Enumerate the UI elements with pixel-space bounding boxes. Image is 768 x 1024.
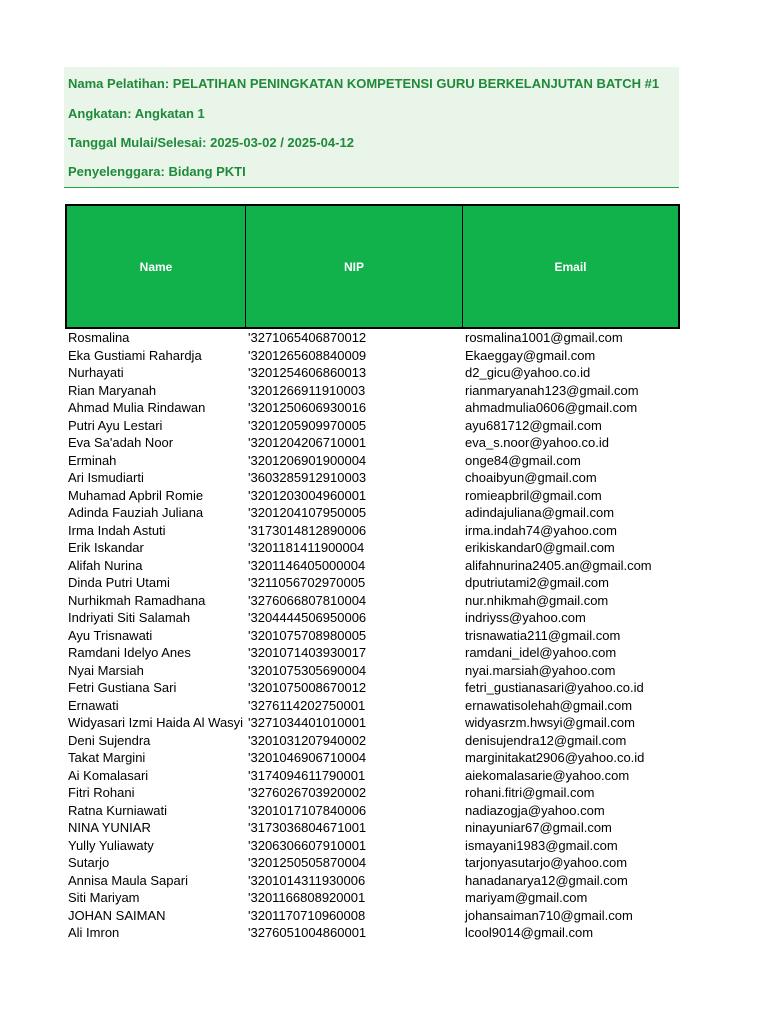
cell-nip: '3201166808920001 <box>248 890 366 905</box>
cell-name: Rosmalina <box>68 330 130 345</box>
table-row <box>68 557 680 575</box>
cell-name: Irma Indah Astuti <box>68 522 166 538</box>
table-row <box>68 627 680 645</box>
table-row <box>68 382 680 400</box>
cell-nip: '3201203004960001 <box>248 487 367 503</box>
cell-email: tarjonyasutarjo@yahoo.com <box>465 855 628 870</box>
table-row <box>68 329 680 347</box>
table-row <box>68 732 680 750</box>
table-row <box>68 697 680 715</box>
cell-nip: '3276114202750001 <box>248 697 366 713</box>
table-row <box>68 487 680 505</box>
cell-name: Rian Maryanah <box>68 382 157 398</box>
table-row <box>68 907 680 925</box>
table-row <box>68 574 680 592</box>
cell-name: Siti Mariyam <box>68 890 140 905</box>
table-row <box>68 679 680 697</box>
training-name-label: Nama Pelatihan: <box>68 76 170 91</box>
cell-email: trisnawatia211@gmail.com <box>465 627 621 643</box>
cell-name: Muhamad Apbril Romie <box>68 487 204 503</box>
cell-name: Fitri Rohani <box>68 785 135 800</box>
cell-email: ayu681712@gmail.com <box>465 417 602 433</box>
table-row <box>68 662 680 680</box>
table-row <box>68 889 680 907</box>
organizer-line <box>68 164 246 179</box>
table-header <box>65 204 680 329</box>
batch-line <box>68 106 205 121</box>
cell-name: Takat Margini <box>68 750 146 765</box>
cell-email: alifahnurina2405.an@gmail.com <box>465 557 652 573</box>
table-row <box>68 434 680 452</box>
cell-name: Fetri Gustiana Sari <box>68 680 177 695</box>
table-row <box>68 399 680 417</box>
cell-nip: '3201075305690004 <box>248 662 367 678</box>
cell-nip: '3173036804671001 <box>248 820 367 835</box>
cell-nip: '3211056702970005 <box>248 575 366 590</box>
table-row <box>68 854 680 872</box>
cell-name: Erik Iskandar <box>68 540 144 555</box>
cell-nip: '3201017107840006 <box>248 802 367 818</box>
table-row <box>68 784 680 802</box>
cell-email: ernawatisolehah@gmail.com <box>465 697 633 713</box>
cell-name: Eka Gustiami Rahardja <box>68 347 202 363</box>
table-row <box>68 539 680 557</box>
cell-nip: '3201266911910003 <box>248 382 366 398</box>
cell-name: Ratna Kurniawati <box>68 802 167 818</box>
cell-email: marginitakat2906@yahoo.co.id <box>465 750 645 765</box>
cell-nip: '3201254606860013 <box>248 365 367 380</box>
table-row <box>68 347 680 365</box>
cell-nip: '3201146405000004 <box>248 557 366 573</box>
table-row <box>68 522 680 540</box>
cell-email: rohani.fitri@gmail.com <box>465 785 595 800</box>
cell-nip: '3206306607910001 <box>248 837 367 853</box>
table-row <box>68 592 680 610</box>
cell-email: erikiskandar0@gmail.com <box>465 540 615 555</box>
cell-email: fetri_gustianasari@yahoo.co.id <box>465 680 644 695</box>
cell-name: Ai Komalasari <box>68 767 149 783</box>
cell-email: aiekomalasarie@yahoo.com <box>465 767 630 783</box>
cell-email: romieapbril@gmail.com <box>465 487 602 503</box>
cell-nip: '3201250606930016 <box>248 400 367 415</box>
cell-email: ismayani1983@gmail.com <box>465 837 618 853</box>
cell-email: ninayuniar67@gmail.com <box>465 820 612 835</box>
cell-nip: '3201071403930017 <box>248 645 367 660</box>
cell-nip: '3603285912910003 <box>248 470 367 485</box>
cell-nip: '3201075708980005 <box>248 627 367 643</box>
cell-email: johansaiman710@gmail.com <box>465 907 633 923</box>
date-range-line <box>68 135 354 150</box>
cell-email: nyai.marsiah@yahoo.com <box>465 662 616 678</box>
table-row <box>68 767 680 785</box>
cell-name: Nyai Marsiah <box>68 662 144 678</box>
cell-nip: '3201031207940002 <box>248 732 367 748</box>
table-row <box>68 802 680 820</box>
cell-email: widyasrzm.hwsyi@gmail.com <box>465 715 635 730</box>
cell-nip: '3201181411900004 <box>248 540 365 555</box>
cell-email: dputriutami2@gmail.com <box>465 575 609 590</box>
table-row <box>68 417 680 435</box>
cell-email: indriyss@yahoo.com <box>465 610 586 625</box>
batch-value: Angkatan 1 <box>134 106 205 121</box>
training-info-block <box>64 67 679 188</box>
table-row <box>68 837 680 855</box>
cell-nip: '3201205909970005 <box>248 417 367 433</box>
cell-name: Ahmad Mulia Rindawan <box>68 400 206 415</box>
cell-nip: '3201206901900004 <box>248 452 367 468</box>
table-row <box>68 872 680 890</box>
cell-name: Alifah Nurina <box>68 557 143 573</box>
table-row <box>68 644 680 662</box>
cell-nip: '3276026703920002 <box>248 785 367 800</box>
column-header-nip: NIP <box>246 206 463 327</box>
organizer-value: Bidang PKTI <box>168 164 246 179</box>
table-row <box>68 504 680 522</box>
cell-name: Ernawati <box>68 697 119 713</box>
date-range-label: Tanggal Mulai/Selesai: <box>68 135 207 150</box>
table-row <box>68 469 680 487</box>
cell-name: Annisa Maula Sapari <box>68 872 188 888</box>
cell-email: hanadanarya12@gmail.com <box>465 872 628 888</box>
cell-email: nadiazogja@yahoo.com <box>465 802 605 818</box>
cell-nip: '3204444506950006 <box>248 610 367 625</box>
table-row <box>68 819 680 837</box>
batch-label: Angkatan: <box>68 106 132 121</box>
cell-email: d2_gicu@yahoo.co.id <box>465 365 591 380</box>
cell-name: Sutarjo <box>68 855 110 870</box>
cell-name: Putri Ayu Lestari <box>68 417 163 433</box>
cell-nip: '3201265608840009 <box>248 347 367 363</box>
cell-nip: '3201046906710004 <box>248 750 367 765</box>
cell-name: Adinda Fauziah Juliana <box>68 505 204 520</box>
table-body <box>68 329 680 942</box>
cell-email: mariyam@gmail.com <box>465 890 588 905</box>
cell-email: rosmalina1001@gmail.com <box>465 330 623 345</box>
cell-nip: '3201170710960008 <box>248 907 366 923</box>
column-header-name: Name <box>67 206 246 327</box>
cell-email: rianmaryanah123@gmail.com <box>465 382 639 398</box>
cell-name: Deni Sujendra <box>68 732 151 748</box>
cell-nip: '3174094611790001 <box>248 767 366 783</box>
cell-name: Dinda Putri Utami <box>68 575 170 590</box>
training-name-line <box>68 76 659 91</box>
cell-nip: '3271034401010001 <box>248 715 367 730</box>
cell-email: ahmadmulia0606@gmail.com <box>465 400 638 415</box>
table-row <box>68 749 680 767</box>
cell-nip: '3201204206710001 <box>248 435 367 450</box>
cell-email: denisujendra12@gmail.com <box>465 732 627 748</box>
cell-nip: '3201250505870004 <box>248 855 367 870</box>
cell-name: NINA YUNIAR <box>68 820 151 835</box>
cell-email: eva_s.noor@yahoo.co.id <box>465 435 610 450</box>
training-name-value: PELATIHAN PENINGKATAN KOMPETENSI GURU BERKELANJUTAN BATCH #1 <box>172 76 660 91</box>
cell-name: JOHAN SAIMAN <box>68 907 166 923</box>
cell-email: onge84@gmail.com <box>465 452 581 468</box>
cell-nip: '3276051004860001 <box>248 925 367 940</box>
table-row <box>68 364 680 382</box>
cell-name: Eva Sa'adah Noor <box>68 435 174 450</box>
cell-email: ramdani_idel@yahoo.com <box>465 645 617 660</box>
cell-nip: '3201075008670012 <box>248 680 367 695</box>
table-row <box>68 714 680 732</box>
cell-name: Ayu Trisnawati <box>68 627 153 643</box>
cell-email: nur.nhikmah@gmail.com <box>465 592 609 608</box>
date-range-value: 2025-03-02 / 2025-04-12 <box>210 135 354 150</box>
cell-nip: '3173014812890006 <box>248 522 367 538</box>
cell-name: Ali Imron <box>68 925 120 940</box>
table-row <box>68 609 680 627</box>
cell-email: Ekaeggay@gmail.com <box>465 347 596 363</box>
cell-name: Nurhayati <box>68 365 124 380</box>
cell-name: Nurhikmah Ramadhana <box>68 592 206 608</box>
table-row <box>68 452 680 470</box>
cell-email: lcool9014@gmail.com <box>465 925 594 940</box>
cell-name: Ari Ismudiarti <box>68 470 144 485</box>
cell-name: Widyasari Izmi Haida Al Wasyi <box>68 715 244 730</box>
cell-nip: '3201204107950005 <box>248 505 367 520</box>
table-row <box>68 924 680 942</box>
cell-name: Ramdani Idelyo Anes <box>68 645 191 660</box>
cell-email: choaibyun@gmail.com <box>465 470 597 485</box>
cell-nip: '3201014311930006 <box>248 872 366 888</box>
cell-email: irma.indah74@yahoo.com <box>465 522 617 538</box>
cell-name: Yully Yuliawaty <box>68 837 154 853</box>
cell-email: adindajuliana@gmail.com <box>465 505 615 520</box>
column-header-email: Email <box>554 259 587 274</box>
cell-nip: '3271065406870012 <box>248 330 367 345</box>
cell-name: Indriyati Siti Salamah <box>68 610 191 625</box>
cell-name: Erminah <box>68 452 117 468</box>
organizer-label: Penyelenggara: <box>68 164 165 179</box>
cell-nip: '3276066807810004 <box>248 592 367 608</box>
